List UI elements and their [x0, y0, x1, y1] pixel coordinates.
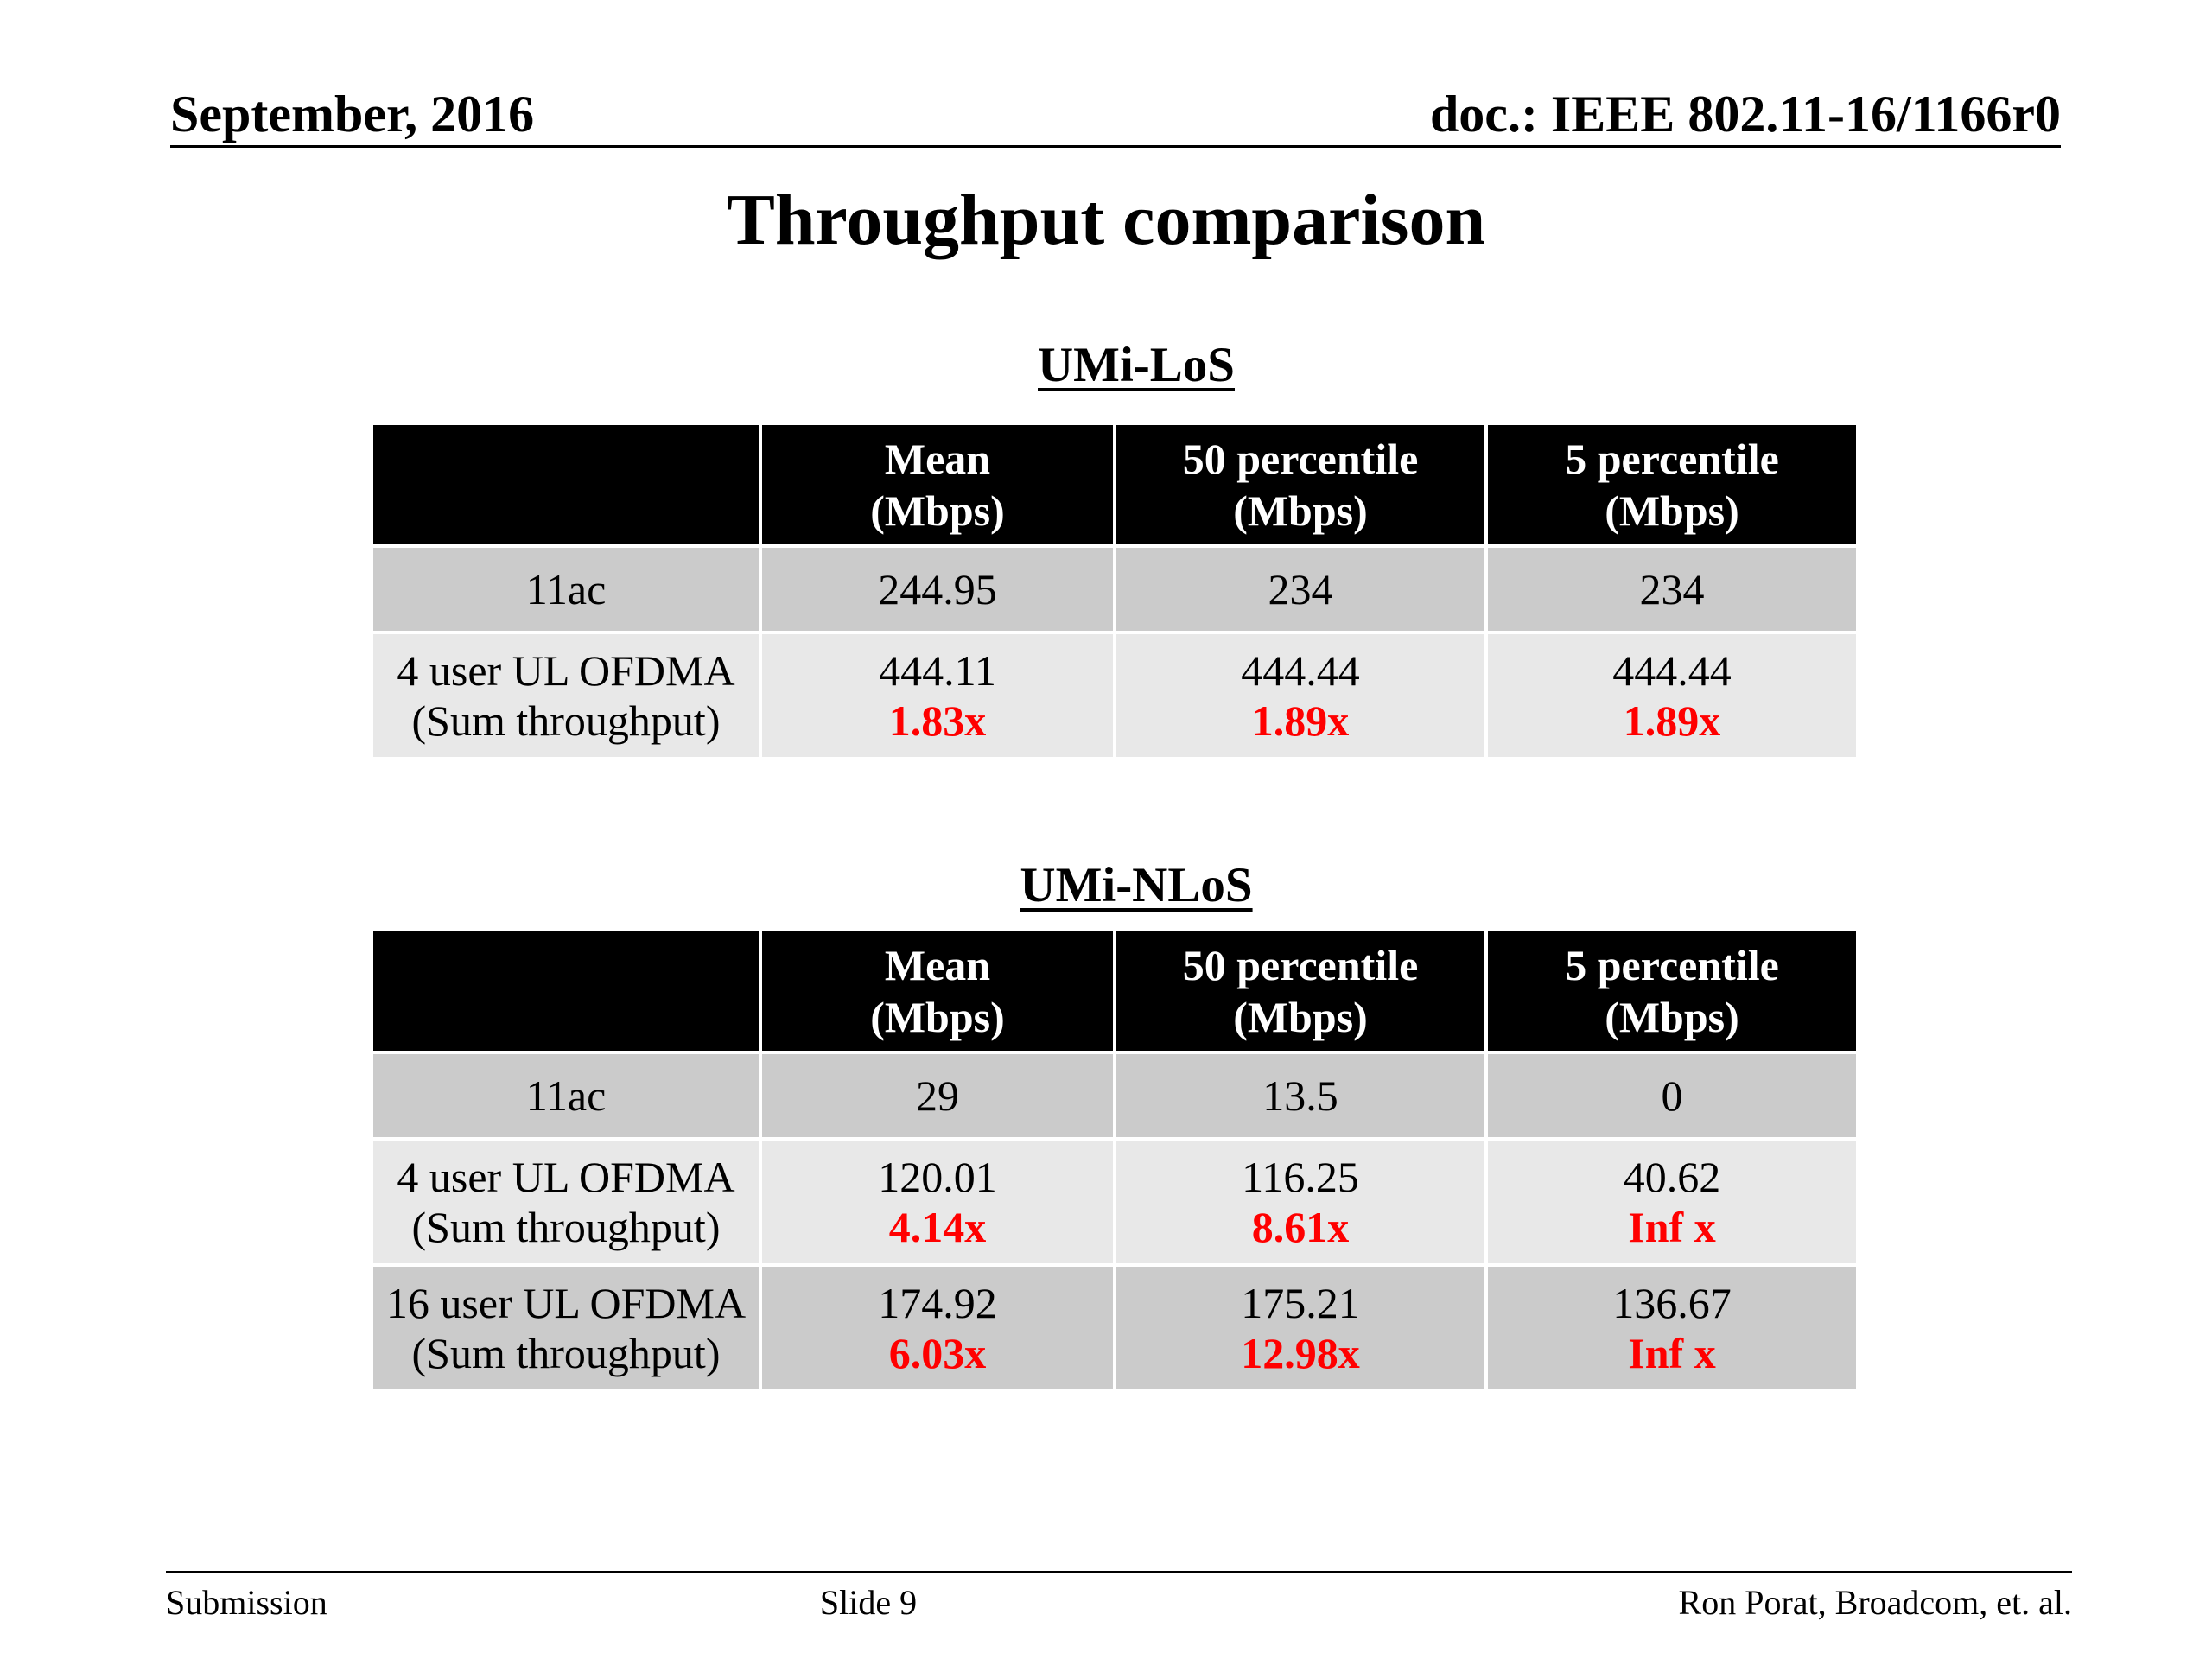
header-cell-mean [762, 425, 1113, 544]
gain-ratio: Inf x [1628, 1329, 1716, 1377]
table-umi-los [370, 422, 1859, 760]
header-unit: (Mbps) [1233, 993, 1368, 1041]
header-text: 5 percentile [1565, 941, 1779, 989]
gain-ratio: Inf x [1628, 1203, 1716, 1251]
row-label: 4 user UL OFDMA (Sum throughput) [373, 634, 759, 757]
cell-5-percentile: 40.62 Inf x [1488, 1141, 1856, 1263]
header-text: Mean [884, 435, 991, 483]
table-umi-nlos [370, 928, 1859, 1393]
header-cell-empty [373, 425, 759, 544]
header-cell-50-percentile [1116, 425, 1484, 544]
cell-mean: 444.11 1.83x [762, 634, 1113, 757]
cell-mean: 120.01 4.14x [762, 1141, 1113, 1263]
slide-footer [166, 1571, 2072, 1625]
footer-submission: Submission [166, 1583, 327, 1622]
gain-ratio: 1.83x [888, 696, 987, 745]
header-unit: (Mbps) [870, 486, 1005, 535]
header-doc-id: doc.: IEEE 802.11-16/1166r0 [1429, 86, 2061, 143]
gain-ratio: 8.61x [1251, 1203, 1350, 1251]
table-header-row [373, 425, 1856, 544]
cell-50-percentile: 234 [1116, 548, 1484, 631]
header-unit: (Mbps) [870, 993, 1005, 1041]
header-unit: (Mbps) [1605, 993, 1739, 1041]
header-date: September, 2016 [170, 86, 535, 143]
header-text: 50 percentile [1182, 941, 1419, 989]
header-unit: (Mbps) [1605, 486, 1739, 535]
header-cell-50-percentile [1116, 931, 1484, 1051]
header-cell-5-percentile [1488, 931, 1856, 1051]
table-header-row [373, 931, 1856, 1051]
header-cell-5-percentile [1488, 425, 1856, 544]
header-text: 50 percentile [1182, 435, 1419, 483]
cell-50-percentile: 13.5 [1116, 1054, 1484, 1137]
header-cell-empty [373, 931, 759, 1051]
cell-50-percentile: 116.25 8.61x [1116, 1141, 1484, 1263]
gain-ratio: 6.03x [888, 1329, 987, 1377]
cell-mean: 29 [762, 1054, 1113, 1137]
cell-50-percentile: 175.21 12.98x [1116, 1267, 1484, 1389]
slide-title: Throughput comparison [726, 180, 1486, 260]
cell-5-percentile: 234 [1488, 548, 1856, 631]
cell-5-percentile: 136.67 Inf x [1488, 1267, 1856, 1389]
table-row [373, 548, 1856, 631]
cell-5-percentile: 444.44 1.89x [1488, 634, 1856, 757]
header-unit: (Mbps) [1233, 486, 1368, 535]
gain-ratio: 1.89x [1623, 696, 1721, 745]
gain-ratio: 4.14x [888, 1203, 987, 1251]
table-row [373, 1054, 1856, 1137]
table-label-umi-los: UMi-LoS [1038, 338, 1235, 392]
gain-ratio: 12.98x [1241, 1329, 1360, 1377]
header-cell-mean [762, 931, 1113, 1051]
row-label: 11ac [373, 548, 759, 631]
row-label: 11ac [373, 1054, 759, 1137]
table-row [373, 634, 1856, 757]
footer-author: Ron Porat, Broadcom, et. al. [1678, 1583, 2072, 1622]
cell-50-percentile: 444.44 1.89x [1116, 634, 1484, 757]
header-text: Mean [884, 941, 991, 989]
row-label: 4 user UL OFDMA (Sum throughput) [373, 1141, 759, 1263]
row-label: 16 user UL OFDMA (Sum throughput) [373, 1267, 759, 1389]
footer-slide-number: Slide 9 [819, 1583, 918, 1622]
cell-5-percentile: 0 [1488, 1054, 1856, 1137]
table-label-umi-nlos: UMi-NLoS [1020, 858, 1253, 912]
header-text: 5 percentile [1565, 435, 1779, 483]
cell-mean: 244.95 [762, 548, 1113, 631]
slide-header [170, 83, 2061, 148]
cell-mean: 174.92 6.03x [762, 1267, 1113, 1389]
table-row [373, 1141, 1856, 1263]
gain-ratio: 1.89x [1251, 696, 1350, 745]
table-row [373, 1267, 1856, 1389]
